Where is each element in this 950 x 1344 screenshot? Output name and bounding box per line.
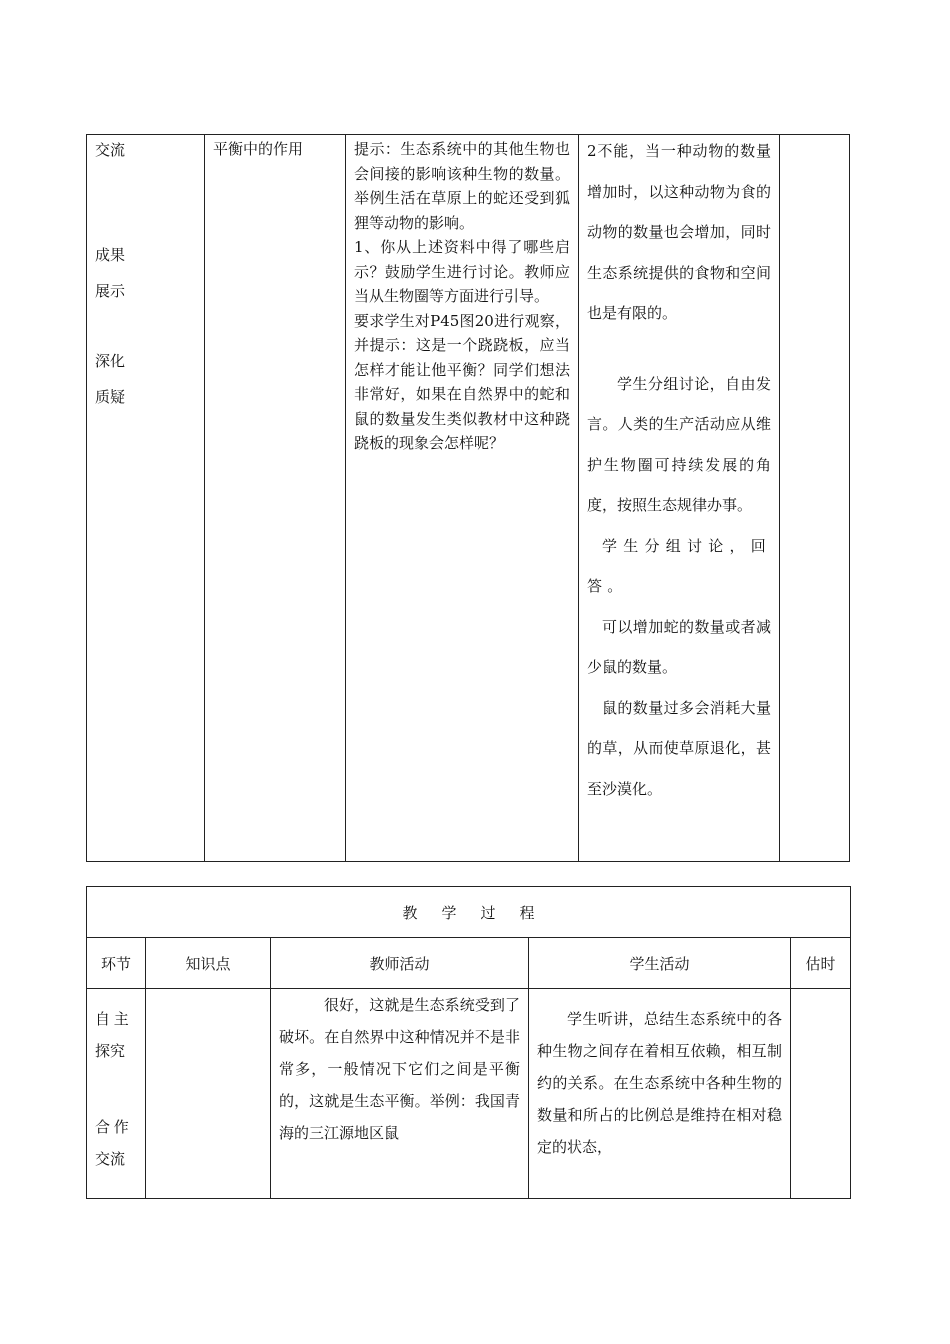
student-paragraph: 学生分组讨论，回答。 <box>587 536 771 595</box>
student-paragraph: 学生分组讨论，自由发言。人类的生产活动应从维护生物圈可持续发展的角度，按照生态规律办事。 <box>587 374 771 514</box>
teacher-activity-cell <box>346 135 579 862</box>
table-title: 教学过程 <box>87 887 851 938</box>
stage-label: 展示 <box>95 281 126 300</box>
student-paragraph: 2不能，当一种动物的数量增加时，以这种动物为食的动物的数量也会增加，同时生态系统提供的食物和空间也是有限的。 <box>587 142 771 322</box>
time-cell <box>780 135 850 862</box>
header-teacher-activity: 教师活动 <box>271 938 529 989</box>
student-paragraph: 可以增加蛇的数量或者减少鼠的数量。 <box>587 617 771 676</box>
time-text <box>780 135 849 137</box>
header-time: 估时 <box>791 938 851 989</box>
knowledge-text: 平衡中的作用 <box>213 140 304 158</box>
header-knowledge: 知识点 <box>146 938 271 989</box>
header-student-activity: 学生活动 <box>529 938 791 989</box>
stage-label: 交流 <box>95 141 126 159</box>
time-cell <box>791 989 851 1199</box>
stage-label: 自主 <box>95 1010 133 1028</box>
knowledge-cell <box>146 989 271 1199</box>
stage-label: 交流 <box>95 1150 126 1168</box>
teacher-paragraph: 很好，这就是生态系统受到了破坏。在自然界中这种情况并不是非常多，一般情况下它们之间是平衡的，这就是生态平衡。举例：我国青海的三江源地区鼠 <box>279 996 520 1142</box>
lesson-table-continued <box>86 134 850 862</box>
student-paragraph: 学生听讲，总结生态系统中的各种生物之间存在着相互依赖，相互制约的关系。在生态系统中各种生物的数量和所占的比例总是维持在相对稳定的状态， <box>537 1010 782 1156</box>
teacher-paragraph: 1、你从上述资料中得了哪些启示？鼓励学生进行讨论。教师应当从生物圈等方面进行引导。 <box>354 238 570 305</box>
stage-label: 合作 <box>95 1118 133 1136</box>
stage-label: 成果 <box>95 245 126 264</box>
stage-cell <box>87 135 205 862</box>
student-paragraph: 鼠的数量过多会消耗大量的草，从而使草原退化，甚至沙漠化。 <box>587 698 771 798</box>
time-text <box>791 989 850 991</box>
header-stage: 环节 <box>87 938 146 989</box>
teaching-process-table <box>86 886 851 1199</box>
stage-label: 深化 <box>95 351 126 370</box>
teacher-activity-cell <box>271 989 529 1199</box>
student-activity-cell <box>529 989 791 1199</box>
stage-cell <box>87 989 146 1199</box>
teacher-paragraph: 要求学生对P45图20进行观察，并提示：这是一个跷跷板，应当怎样才能让他平衡？同学们想法非常好，如果在自然界中的蛇和鼠的数量发生类似教材中这种跷跷板的现象会怎样呢？ <box>354 311 570 452</box>
knowledge-text <box>146 989 270 991</box>
stage-label: 质疑 <box>95 387 126 406</box>
teacher-paragraph: 提示：生态系统中的其他生物也会间接的影响该种生物的数量。举例生活在草原上的蛇还受到狐狸等动物的影响。 <box>354 140 570 232</box>
student-activity-cell <box>579 135 780 862</box>
stage-label: 探究 <box>95 1042 126 1060</box>
knowledge-cell <box>205 135 346 862</box>
